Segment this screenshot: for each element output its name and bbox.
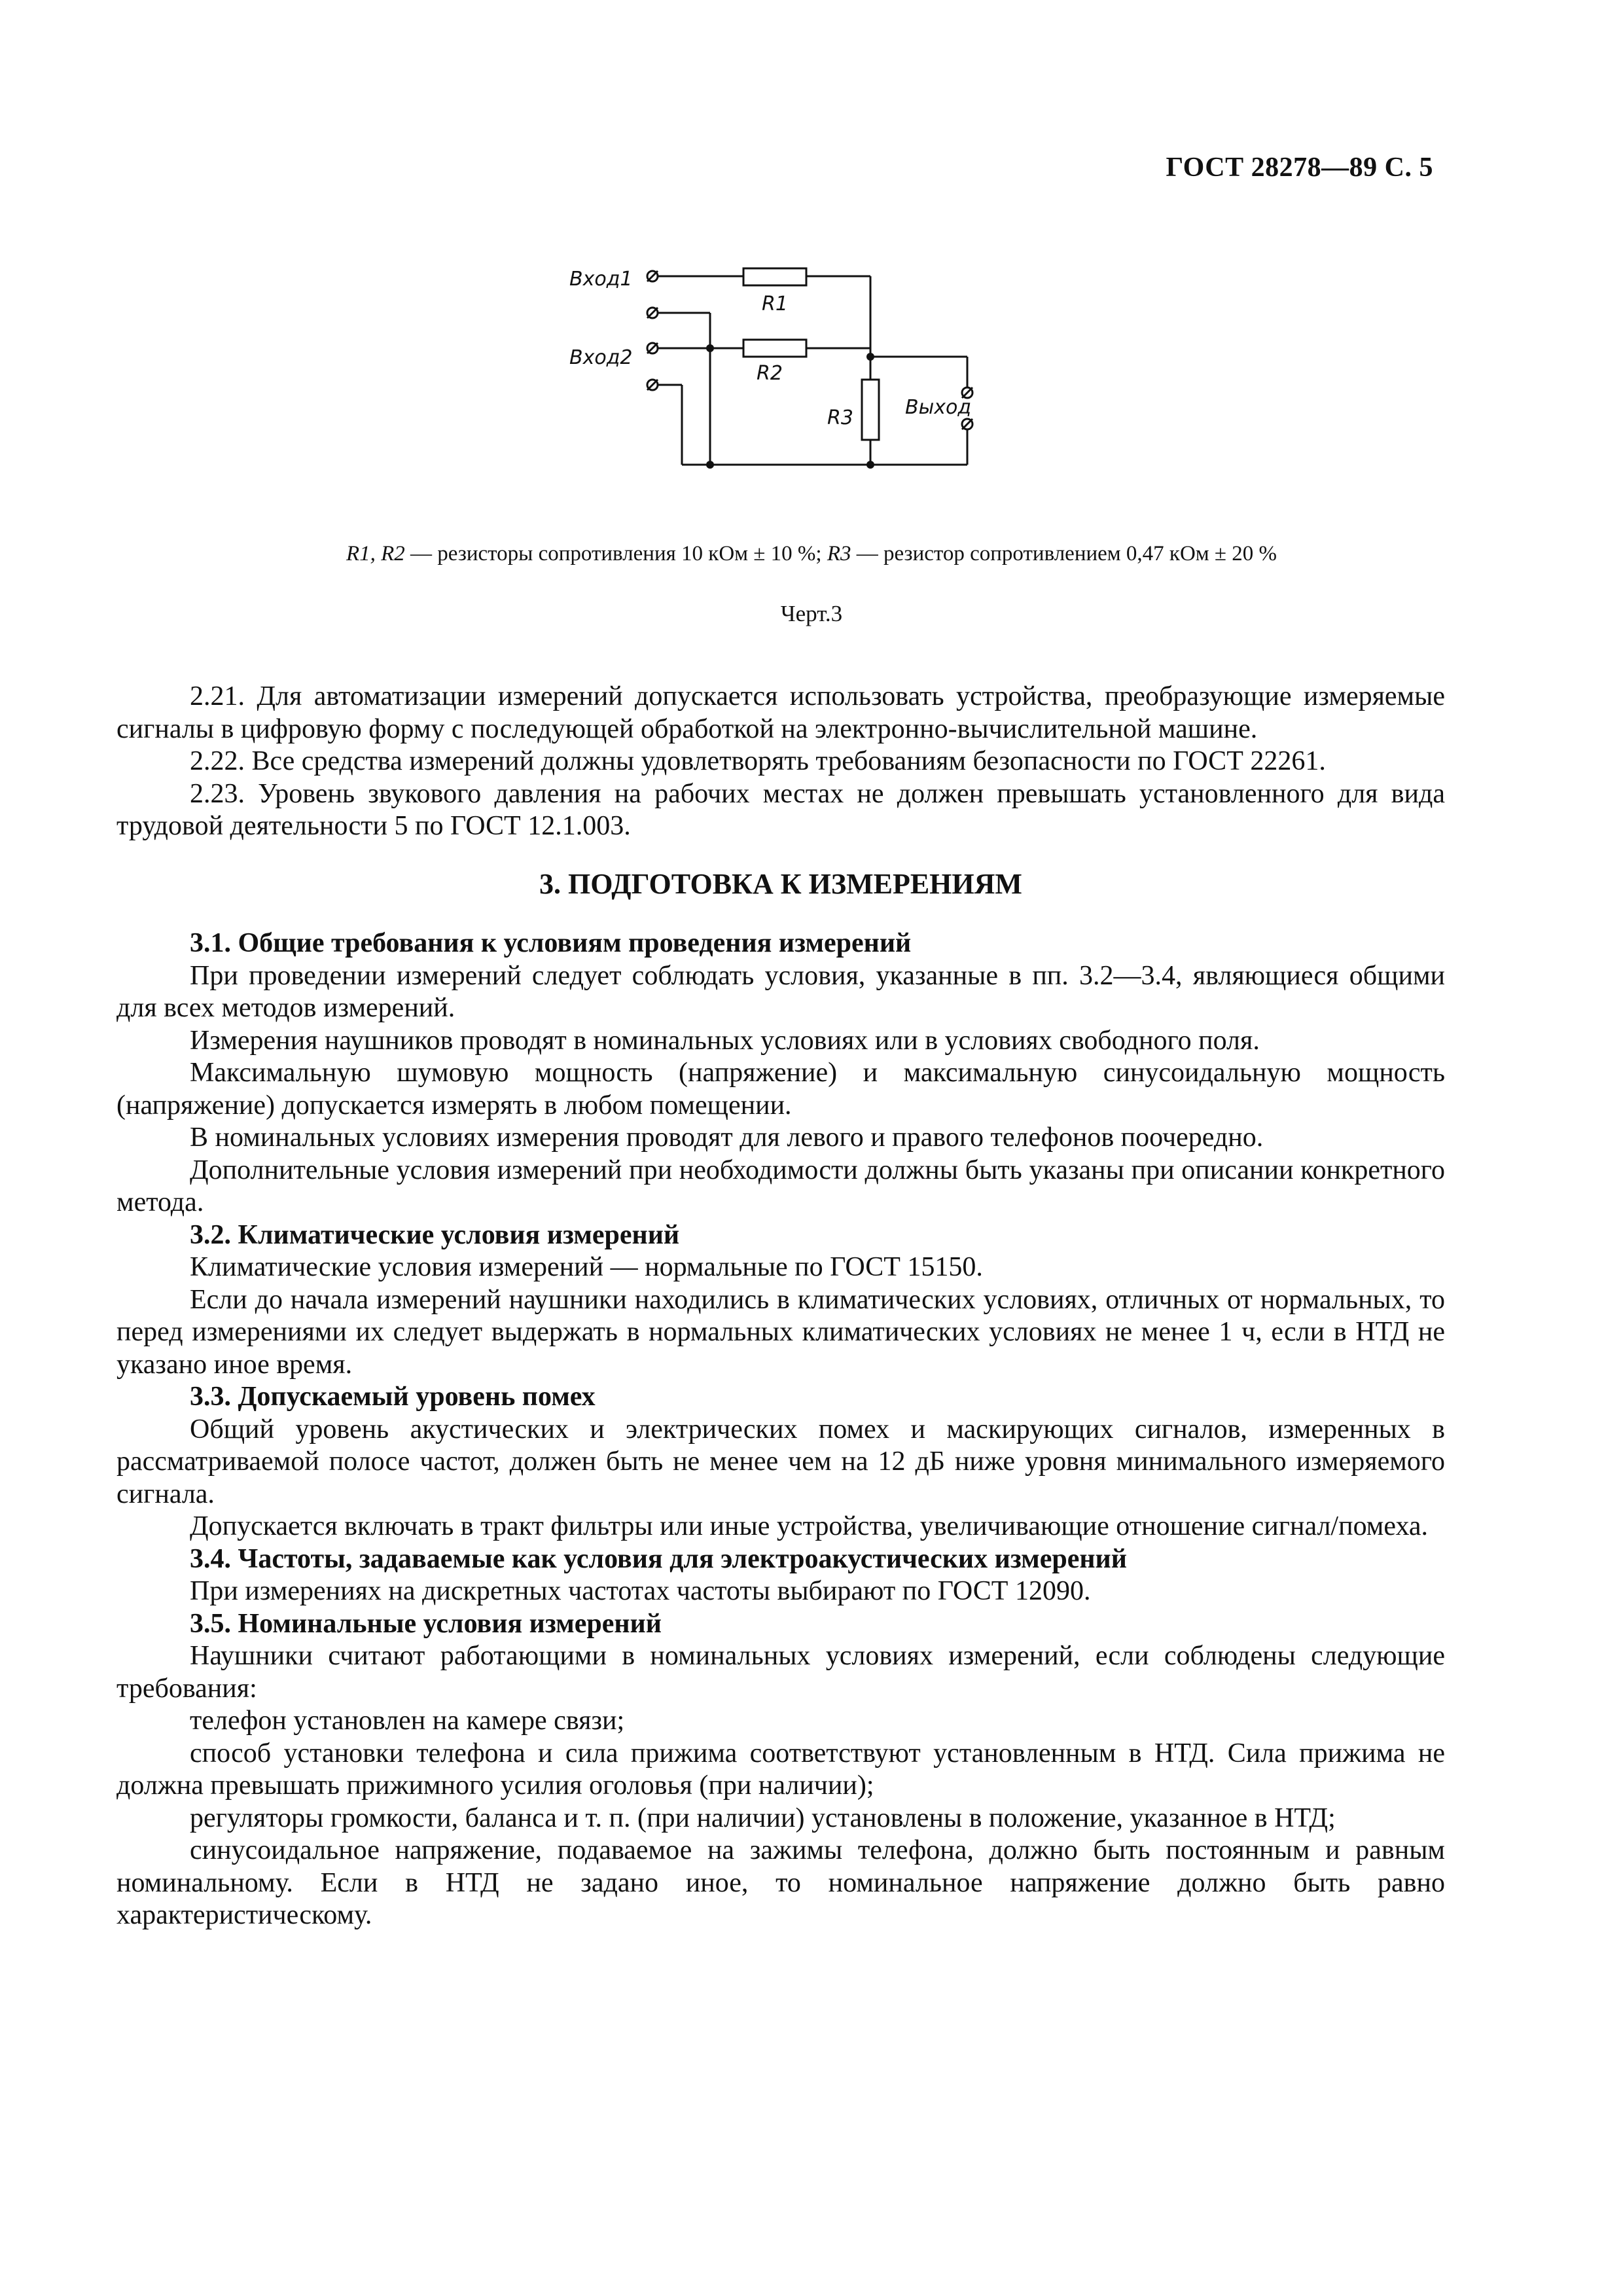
page-header: ГОСТ 28278—89 С. 5 bbox=[1166, 152, 1433, 183]
subheading-3-3: 3.3. Допускаемый уровень помех bbox=[190, 1382, 596, 1412]
label-input1: Вход1 bbox=[569, 268, 633, 291]
circuit-svg bbox=[556, 249, 1014, 484]
list-item: синусоидальное напряжение, подаваемое на зажимы телефона, должно быть постоянным и равным номинальному. Если в НТД не задано иное, то номинальное напряжение должно быть равно характеристическому. bbox=[116, 1835, 1445, 1930]
paragraph-2-21: 2.21. Для автоматизации измерений допускается использовать устройства, преобразующие измеряемые сигналы в цифровую форму с последующей обработкой на электронно-вычислительной машине. bbox=[116, 681, 1445, 744]
paragraph: Максимальную шумовую мощность (напряжение) и максимальную синусоидальную мощность (напряжение) допускается измерять в любом помещении. bbox=[116, 1058, 1445, 1121]
circuit-diagram bbox=[556, 249, 1014, 484]
paragraph: Общий уровень акустических и электрических помех и маскирующих сигналов, измеренных в рассматриваемой полосе частот, должен быть не менее чем на 12 дБ ниже уровня минимального измеряемого сигнала. bbox=[116, 1414, 1445, 1509]
paragraph-2-23: 2.23. Уровень звукового давления на рабочих местах не должен превышать установленного для вида трудовой деятельности 5 по ГОСТ 12.1.003. bbox=[116, 778, 1445, 841]
paragraph: Измерения наушников проводят в номинальных условиях или в условиях свободного поля. bbox=[190, 1025, 1260, 1056]
legend-r12-text: — резисторы сопротивления 10 кОм ± 10 %; bbox=[404, 542, 827, 565]
section-heading-3: 3. ПОДГОТОВКА К ИЗМЕРЕНИЯМ bbox=[539, 867, 1022, 900]
paragraph: Допускается включать в тракт фильтры или иные устройства, увеличивающие отношение сигнал/помеха. bbox=[190, 1511, 1429, 1541]
label-output: Выход bbox=[905, 396, 972, 419]
legend-r12: R1, R2 bbox=[346, 542, 405, 565]
terminal-in2b bbox=[647, 380, 658, 390]
resistor-r3 bbox=[862, 380, 879, 440]
subheading-3-4: 3.4. Частоты, задаваемые как условия для электроакустических измерений bbox=[190, 1543, 1127, 1574]
paragraph: Если до начала измерений наушники находились в климатических условиях, отличных от нормальных, то перед измерениями их следует выдержать в нормальных климатических условиях не менее 1 ч, если в НТД не указано иное время. bbox=[116, 1284, 1445, 1380]
list-item: телефон установлен на камере связи; bbox=[190, 1706, 625, 1736]
label-r3: R3 bbox=[827, 406, 853, 429]
subheading-3-1: 3.1. Общие требования к условиям проведения измерений bbox=[190, 928, 912, 958]
paragraph: При проведении измерений следует соблюдать условия, указанные в пп. 3.2—3.4, являющиеся общими для всех методов измерений. bbox=[116, 960, 1445, 1023]
label-r2: R2 bbox=[757, 362, 783, 385]
label-input2: Вход2 bbox=[569, 346, 633, 369]
terminal-in1a bbox=[647, 271, 658, 281]
resistor-r1 bbox=[743, 268, 806, 285]
terminal-out-b bbox=[962, 419, 972, 429]
paragraph: Климатические условия измерений — нормальные по ГОСТ 15150. bbox=[190, 1252, 983, 1282]
list-item: способ установки телефона и сила прижима соответствуют установленным в НТД. Сила прижима не должна превышать прижимного усилия оголовья (при наличии); bbox=[116, 1738, 1445, 1801]
subheading-3-5: 3.5. Номинальные условия измерений bbox=[190, 1608, 662, 1639]
paragraph: При измерениях на дискретных частотах частоты выбирают по ГОСТ 12090. bbox=[190, 1576, 1091, 1606]
figure-legend bbox=[0, 542, 1623, 566]
paragraph: В номинальных условиях измерения проводят для левого и правого телефонов поочередно. bbox=[190, 1122, 1264, 1153]
terminal-in1b bbox=[647, 308, 658, 318]
legend-r3-text: — резистор сопротивлением 0,47 кОм ± 20 % bbox=[851, 542, 1277, 565]
terminal-in2a bbox=[647, 343, 658, 353]
paragraph: Наушники считают работающими в номинальных условиях измерений, если соблюдены следующие требования: bbox=[116, 1641, 1445, 1704]
resistor-r2 bbox=[743, 340, 806, 357]
figure-caption: Черт.3 bbox=[780, 601, 843, 626]
paragraph-2-22: 2.22. Все средства измерений должны удовлетворять требованиям безопасности по ГОСТ 22261. bbox=[190, 746, 1326, 776]
paragraph: Дополнительные условия измерений при необходимости должны быть указаны при описании конкретного метода. bbox=[116, 1155, 1445, 1217]
legend-r3: R3 bbox=[827, 542, 851, 565]
list-item: регуляторы громкости, баланса и т. п. (при наличии) установлены в положение, указанное в НТД; bbox=[190, 1803, 1336, 1833]
label-r1: R1 bbox=[762, 293, 788, 315]
document-body bbox=[116, 681, 1445, 1932]
subheading-3-2: 3.2. Климатические условия измерений bbox=[190, 1219, 680, 1250]
